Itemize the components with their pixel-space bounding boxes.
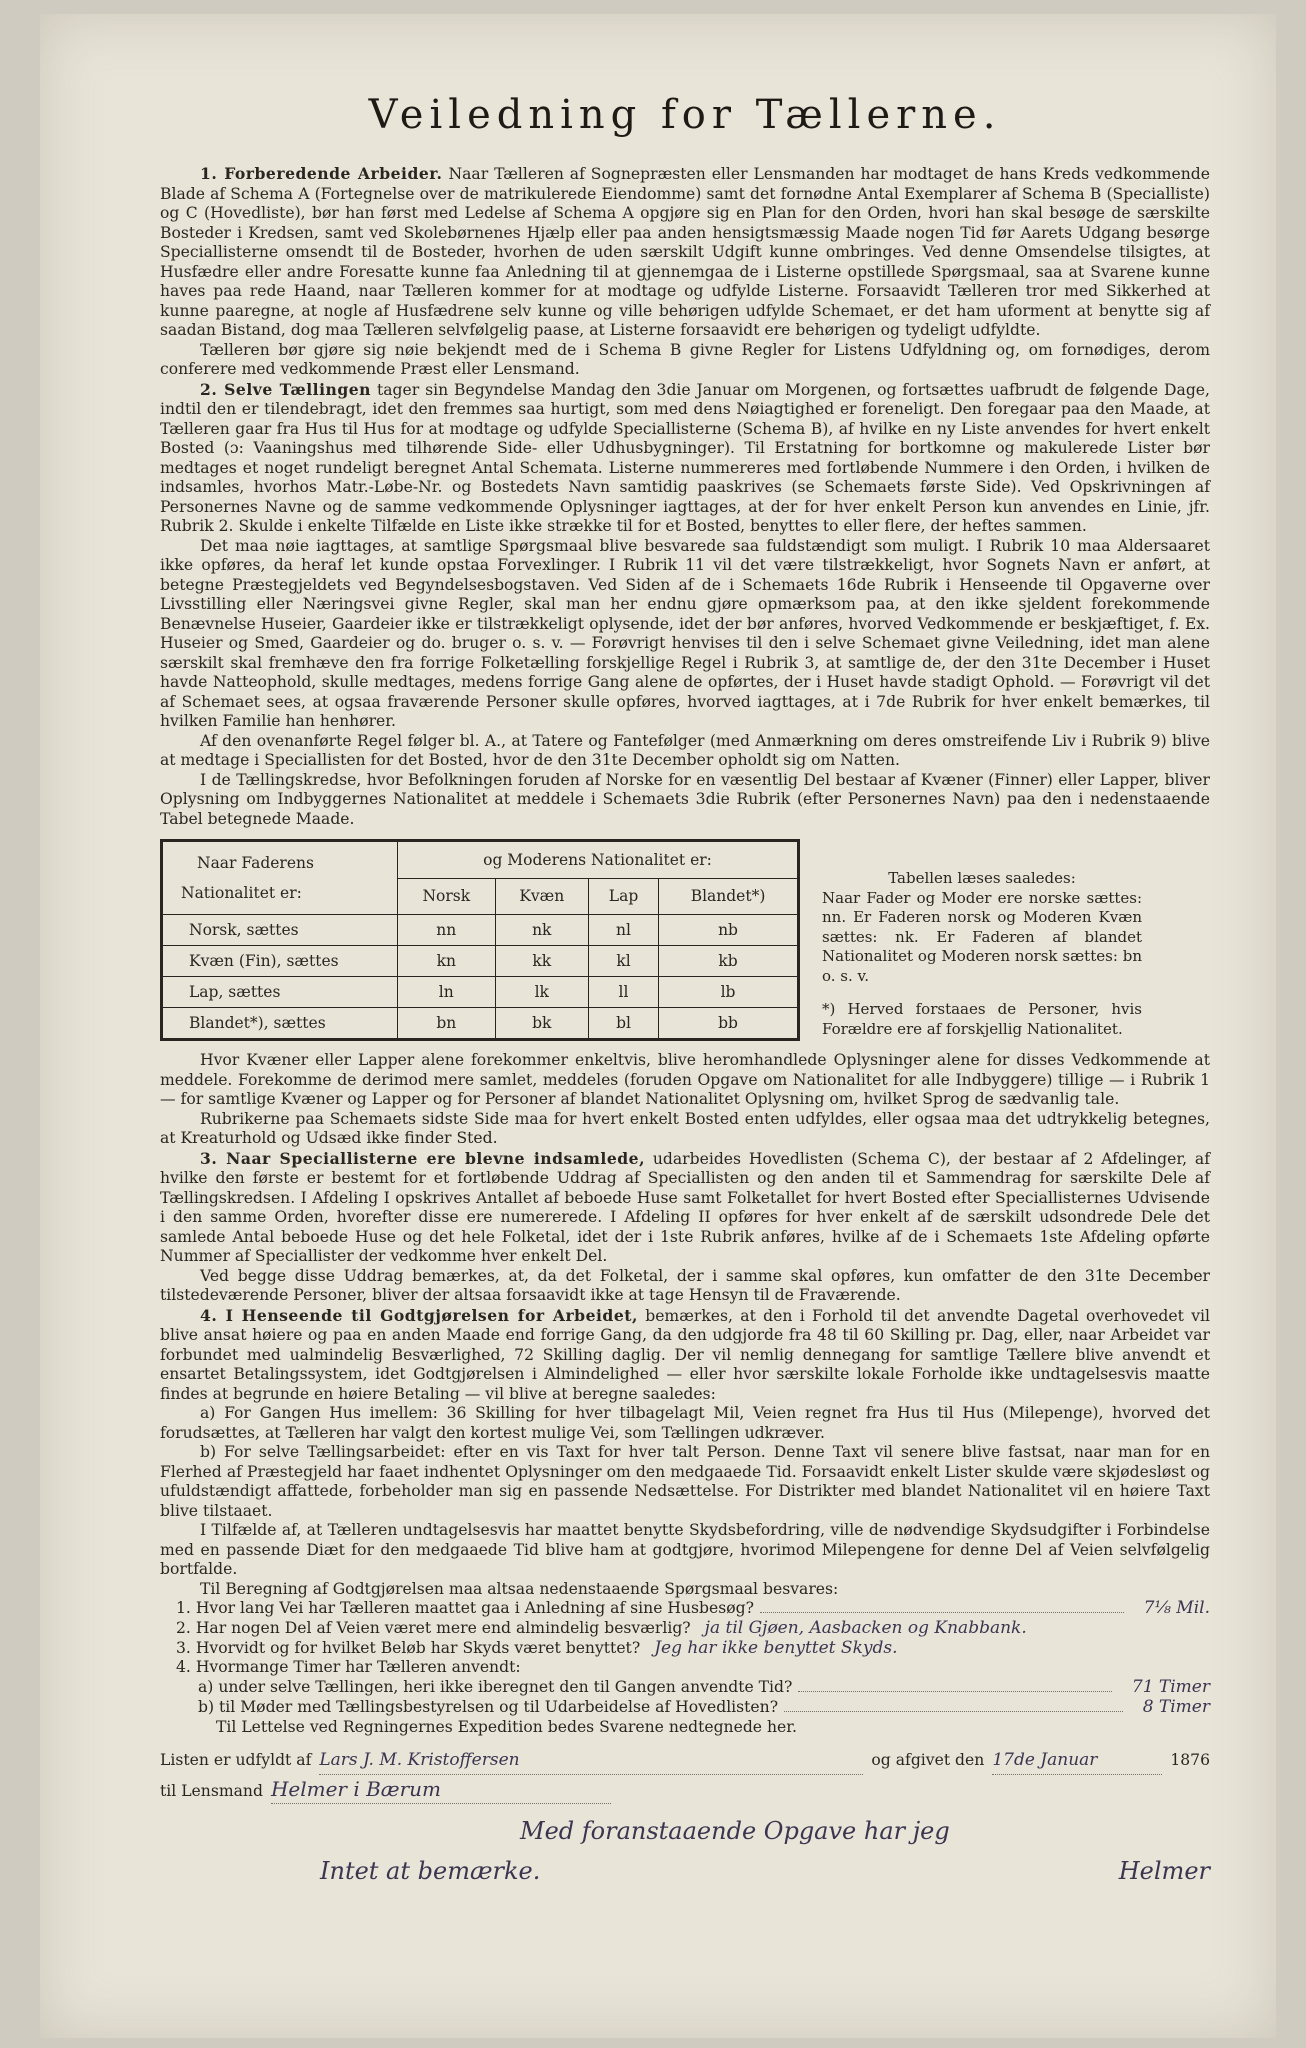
page-title: Veiledning for Tællerne. xyxy=(368,92,1002,138)
remark-line-1: Med foranstaaende Opgave har jeg xyxy=(520,1816,950,1845)
table-note xyxy=(822,839,1142,1041)
section-4-heading: 4. I Henseende til Godtgjørelsen for Arbeidet, xyxy=(200,1305,638,1325)
lensmand-name-handwritten: Helmer i Bærum xyxy=(271,1775,611,1804)
table-group-header: og Moderens Nationalitet er: xyxy=(398,841,799,879)
table-cell: nl xyxy=(588,915,658,946)
section-2-heading: 2. Selve Tællingen xyxy=(200,379,372,399)
question-4-text: 4. Hvormange Timer har Tælleren anvendt: xyxy=(176,1658,521,1677)
table-cell: bb xyxy=(659,1008,799,1040)
section-2-paragraph-6: Rubrikerne paa Schemaets sidste Side maa for hvert enkelt Bosted enten udfyldes, eller ogsaa maa det udtrykkelig betegnes, at Kreaturhold og Udsæd ikke finder Sted. xyxy=(160,1109,1210,1147)
answer-2-handwritten: ja til Gjøen, Aasbacken og Knabbank. xyxy=(704,1617,1027,1638)
table-row xyxy=(162,1008,799,1040)
table-note-title: Tabellen læses saaledes: xyxy=(888,869,1076,887)
col-header-blandet: Blandet*) xyxy=(659,878,799,914)
row-label: Norsk, sættes xyxy=(162,915,398,946)
table-cell: lb xyxy=(659,977,799,1008)
signature-line-2 xyxy=(160,1775,1210,1805)
answer-4a-handwritten: 71 Timer xyxy=(1131,1677,1210,1698)
table-row xyxy=(162,915,799,946)
section-4-paragraph xyxy=(160,1306,1210,1405)
answer-3-handwritten: Jeg har ikke benyttet Skyds. xyxy=(654,1637,898,1658)
table-cell: bk xyxy=(495,1008,588,1040)
table-footnote: *) Herved forstaaes de Personer, hvis Forældre ere af forskjellig Nationalitet. xyxy=(822,1000,1142,1038)
question-3 xyxy=(176,1639,1210,1659)
table-cell: nk xyxy=(495,915,588,946)
col-header-norsk: Norsk xyxy=(398,878,496,914)
signature-block xyxy=(160,1746,1210,1805)
section-1-paragraph xyxy=(160,164,1210,341)
section-4-paragraph-3: Til Beregning af Godtgjørelsen maa altsaa nedenstaaende Spørgsmaal besvares: xyxy=(200,1579,839,1598)
nationality-table-block xyxy=(160,839,1210,1041)
closing-line xyxy=(176,1718,1210,1738)
table-row xyxy=(162,946,799,977)
closing-text: Til Lettelse ved Regningernes Expedition bedes Svarene nedtegnede her. xyxy=(216,1717,797,1736)
question-1-text: 1. Hvor lang Vei har Tælleren maattet gaa i Anledning af sine Husbesøg? xyxy=(176,1599,754,1617)
col-header-lap: Lap xyxy=(588,878,658,914)
delivered-date-handwritten: 17de Januar xyxy=(992,1746,1162,1775)
table-cell: nb xyxy=(659,915,799,946)
document-content xyxy=(160,92,1210,1891)
row-label: Kvæn (Fin), sættes xyxy=(162,946,398,977)
section-2-paragraph-3: Af den ovenanførte Regel følger bl. A., at Tatere og Fantefølger (med Anmærkning om deres omstreifende Liv i Rubrik 9) blive at medtage i Speciallisten for det Bosted, hvor de den 31te December opholdt sig om Natten. xyxy=(160,731,1210,769)
filled-by-name-handwritten: Lars J. M. Kristoffersen xyxy=(319,1746,863,1775)
table-cell: ln xyxy=(398,977,496,1008)
table-row xyxy=(162,977,799,1008)
question-4a-text: a) under selve Tællingen, heri ikke iberegnet den til Gangen anvendte Tid? xyxy=(198,1678,793,1697)
section-2-paragraph-4: I de Tællingskredse, hvor Befolkningen foruden af Norske for en væsentlig Del bestaar af Kvæner (Finner) eller Lapper, bliver Oplysning om Indbyggernes Nationalitet at meddele i Schemaets 3die Rubrik (efter Personernes Navn) paa den i nedenstaaende Tabel betegnede Maade. xyxy=(160,770,1210,828)
question-2-text: 2. Har nogen Del af Veien været mere end almindelig besværlig? xyxy=(176,1618,691,1637)
row-label: Lap, sættes xyxy=(162,977,398,1008)
table-note-body: Naar Fader og Moder ere norske sættes: nn. Er Faderen norsk og Moderen Kvæn sættes: nk. Er Faderen af blandet Nationalitet og Moderen norsk sættes: bn o. s. v. xyxy=(822,888,1142,985)
remark-signature: Helmer xyxy=(1118,1856,1210,1885)
section-3-heading: 3. Naar Speciallisterne ere blevne indsamlede, xyxy=(200,1148,645,1168)
question-4b xyxy=(176,1698,1210,1718)
section-2-paragraph-5: Hvor Kvæner eller Lapper alene forekommer enkeltvis, blive heromhandlede Oplysninger alene for disses Vedkommende at meddele. Forekomme de derimod mere samlet, meddeles (foruden Opgave om Nationalitet for alle Indbyggere) tillige — i Rubrik 1 — for samtlige Kvæner og Lapper og for Personer af blandet Nationalitet Oplysning om, hvilket Sprog de sædvanlig tale. xyxy=(160,1051,1210,1108)
dotted-fill xyxy=(760,1600,1124,1613)
lensmand-label: til Lensmand xyxy=(160,1781,263,1800)
section-4-item-b: b) For selve Tællingsarbeidet: efter en vis Taxt for hver talt Person. Denne Taxt vil senere blive fastsat, naar man for en Flerhed af Præstegjeld har faaet indhentet Oplysninger om den medgaaede Tid. Forsaavidt enkelt Lister skulde være skjødesløst og ufuldstændigt affattede, forbeholder man sig en passende Nedsættelse. For Distrikter med blandet Nationalitet vil en høiere Taxt blive tilstaaet. xyxy=(160,1443,1210,1520)
table-cell: lk xyxy=(495,977,588,1008)
section-4-text: bemærkes, at den i Forhold til det anvendte Dagetal overhovedet vil blive ansat høiere og paa en anden Maade end forrige Gang, da den udgjorde fra 48 til 60 Skilling pr. Dag, eller, naar Arbeidet var forbundet med ualmindelig Besværlighed, 72 Skilling daglig. Der vil nemlig dennegang for samtlige Tællere blive anvendt et ensartet Betalingssystem, idet Godtgjørelsen i Almindelighed — eller hvor særskilte lokale Forholde ikke undtagelsesvis maatte findes at begrunde en høiere Betaling — vil blive at beregne saaledes: xyxy=(160,1306,1210,1403)
signature-line-1 xyxy=(160,1746,1210,1775)
section-1-heading: 1. Forberedende Arbeider. xyxy=(200,164,443,183)
question-4a xyxy=(176,1678,1210,1698)
table-cell: kl xyxy=(588,946,658,977)
question-1 xyxy=(176,1599,1210,1619)
section-3-text: udarbeides Hovedlisten (Schema C), der bestaar af 2 Afdelinger, af hvilke den første er bestemt for et fortløbende Uddrag af Speciallisten og den anden til et Sammendrag for særskilte Dele af Tællingskredsen. I Afdeling I opskrives Antallet af beboede Huse samt Folketallet for hvert Bosted efter Speciallisternes Udvisende i den samme Orden, hvorefter disse ere numererede. I Afdeling II opføres for hver enkelt af de særskilt udsondrede Dele det samlede Antal beboede Huse og det hele Folketal, idet der i 1ste Rubrik anføres, hvilke af de i Schemaets 1ste Afdeling opførte Nummer af Speciallister der vedkomme hver enkelt Del. xyxy=(160,1149,1210,1265)
nationality-table xyxy=(160,839,800,1041)
table-cell: nn xyxy=(398,915,496,946)
question-4 xyxy=(176,1658,1210,1678)
dotted-fill xyxy=(798,1679,1112,1692)
dotted-fill xyxy=(784,1699,1123,1712)
table-cell: kk xyxy=(495,946,588,977)
questions-list xyxy=(160,1599,1210,1738)
table-cell: kb xyxy=(659,946,799,977)
row-label: Blandet*), sættes xyxy=(162,1008,398,1040)
answer-1-handwritten: 7⅛ Mil. xyxy=(1143,1598,1210,1618)
question-4b-text: b) til Møder med Tællingsbestyrelsen og til Udarbeidelse af Hovedlisten? xyxy=(198,1697,779,1716)
section-4-item-a: a) For Gangen Hus imellem: 36 Skilling for hver tilbagelagt Mil, Veien regnet fra Hus til Hus (Milepenge), hvorved det forudsættes, at Tælleren har valgt den kortest mulige Vei, som Tællingen udkræver. xyxy=(160,1404,1210,1442)
handwritten-remark xyxy=(320,1811,1210,1891)
table-cell: bn xyxy=(398,1008,496,1040)
section-4-paragraph-2: I Tilfælde af, at Tælleren undtagelsesvis har maattet benytte Skydsbefordring, ville de nødvendige Skydsudgifter i Forbindelse med en passende Diæt for den medgaaede Tid blive ham at godtgjøre, hvorimod Milepengene for denne Del af Veien selvfølgelig bortfalde. xyxy=(160,1521,1210,1578)
table-corner-line-2: Nationalitet er: xyxy=(181,884,302,902)
table-cell: ll xyxy=(588,977,658,1008)
section-1-text: Naar Tælleren af Sognepræsten eller Lensmanden har modtaget de hans Kreds vedkommende Blade af Schema A (Fortegnelse over de matrikulerede Eiendomme) samt det fornødne Antal Exemplarer af Schema B (Specialliste) og C (Hovedliste), bør han først med Ledelse af Schema A opgjøre sig en Plan for den Orden, hvori han skal besøge de særskilte Bosteder i Kredsen, samt ved Skolebørnenes Hjælp eller paa anden hensigtsmæssig Maade nogen Tid før Aarets Udgang besørge Speciallisterne omsendt til de Bosteder, hvorhen de uden særskilt Udgift kunne ombringes. Ved denne Omsendelse tilsigtes, at Husfædre eller andre Foresatte kunne faa Anledning til at gjennemgaa de i Listerne opstillede Spørgsmaal, saa at Svarene kunne haves paa rede Haand, naar Tælleren kommer for at modtage og udfylde Listerne. Forsaavidt Tælleren tror med Sikkerhed at kunne paaregne, at nogle af Husfædrene selv kunne og ville behørigen udfylde Schemaet, er det ham uforment at benytte sig af saadan Bistand, dog maa Tælleren selvfølgelig paase, at Listerne forsaavidt ere behørigen og tydeligt udfyldte. xyxy=(160,165,1210,339)
col-header-kvaen: Kvæn xyxy=(495,878,588,914)
remark-line-2: Intet at bemærke. xyxy=(320,1856,541,1885)
section-3-paragraph-2: Ved begge disse Uddrag bemærkes, at, da det Folketal, der i samme skal opføres, kun omfatter de den 31te December tilstedeværende Personer, bliver der altsaa forsaavidt ikke at tage Hensyn til de Fraværende. xyxy=(160,1266,1210,1304)
section-1-paragraph-2: Tælleren bør gjøre sig nøie bekjendt med de i Schema B givne Regler for Listens Udfyldning og, om fornødiges, derom conferere med vedkommende Præst eller Lensmand. xyxy=(160,340,1210,378)
document-page xyxy=(40,14,1276,2038)
question-3-text: 3. Hvorvidt og for hvilket Beløb har Skyds været benyttet? xyxy=(176,1638,641,1657)
table-cell: bl xyxy=(588,1008,658,1040)
section-2-paragraph-2: Det maa nøie iagttages, at samtlige Spørgsmaal blive besvarede saa fuldstændigt som muligt. I Rubrik 10 maa Aldersaaret ikke opføres, da heraf let kunde opstaa Forvexlinger. I Rubrik 11 vil det være tilstrækkeligt, hvor Sognets Navn er anført, at betegne Præstegjeldets ved Begyndelsesbogstaven. Ved Siden af de i Schemaets 16de Rubrik i Henseende til Opgaverne over Livsstilling eller Næringsvei givne Regler, skal man her endnu gjøre opmærksom paa, at den ikke sjeldent forekommende Benævnelse Huseier, Gaardeier ikke er tilstrækkeligt oplysende, idet der bør anføres, hvorved Vedkommende er beskjæftiget, f. Ex. Huseier og Smed, Gaardeier og do. bruger o. s. v. — Forøvrigt henvises til den i selve Schemaet givne Veiledning, idet man alene særskilt skal fremhæve den fra forrige Folketælling forskjellige Regel i Rubrik 3, at samtlige de, der den 31te December i Huset havde Natteophold, skulle medtages, medens forrige Gang alene de opførtes, der i Huset havde stadigt Ophold. — Forøvrigt vil det af Schemaet sees, at ogsaa fraværende Personer skulle opføres, hvorved iagttages, at i 7de Rubrik for hver enkelt bemærkes, til hvilken Familie han henhører. xyxy=(160,536,1210,730)
year-text: 1876 xyxy=(1170,1750,1210,1769)
answer-4b-handwritten: 8 Timer xyxy=(1142,1696,1210,1717)
table-corner-line-1: Naar Faderens xyxy=(197,854,314,872)
question-2 xyxy=(176,1619,1210,1639)
section-2-paragraph xyxy=(160,380,1210,537)
delivered-label: og afgivet den xyxy=(871,1750,985,1769)
section-3-paragraph xyxy=(160,1149,1210,1267)
filled-by-label: Listen er udfyldt af xyxy=(160,1750,312,1769)
table-corner xyxy=(162,841,398,915)
section-2-text: tager sin Begyndelse Mandag den 3die Januar om Morgenen, og fortsættes uafbrudt de følgende Dage, indtil den er tilendebragt, idet den fremmes saa hurtigt, som med dens Nøiagtighed er foreneligt. Den foregaar paa den Maade, at Tælleren gaar fra Hus til Hus for at modtage og udfylde Speciallisterne (Schema B), af hvilke en ny Liste anvendes for hvert enkelt Bosted (ɔ: Vaaningshus med tilhørende Side- eller Udhusbygninger). Til Erstatning for bortkomne og makulerede Lister bør medtages et noget rundeligt beregnet Antal Schemata. Listerne nummereres med fortløbende Nummere i den Orden, i hvilken de indsamles, hvorhos Matr.-Løbe-Nr. og Bostedets Navn samtidig paaskrives (se Schemaets første Side). Ved Opskrivningen af Personernes Navne og de samme vedkommende Oplysninger iagttages, at der for hver enkelt Person kun anvendes en Linie, jfr. Rubrik 2. Skulde i enkelte Tilfælde en Liste ikke strække til for et Bosted, benyttes to eller flere, der heftes sammen. xyxy=(160,380,1210,535)
table-cell: kn xyxy=(398,946,496,977)
